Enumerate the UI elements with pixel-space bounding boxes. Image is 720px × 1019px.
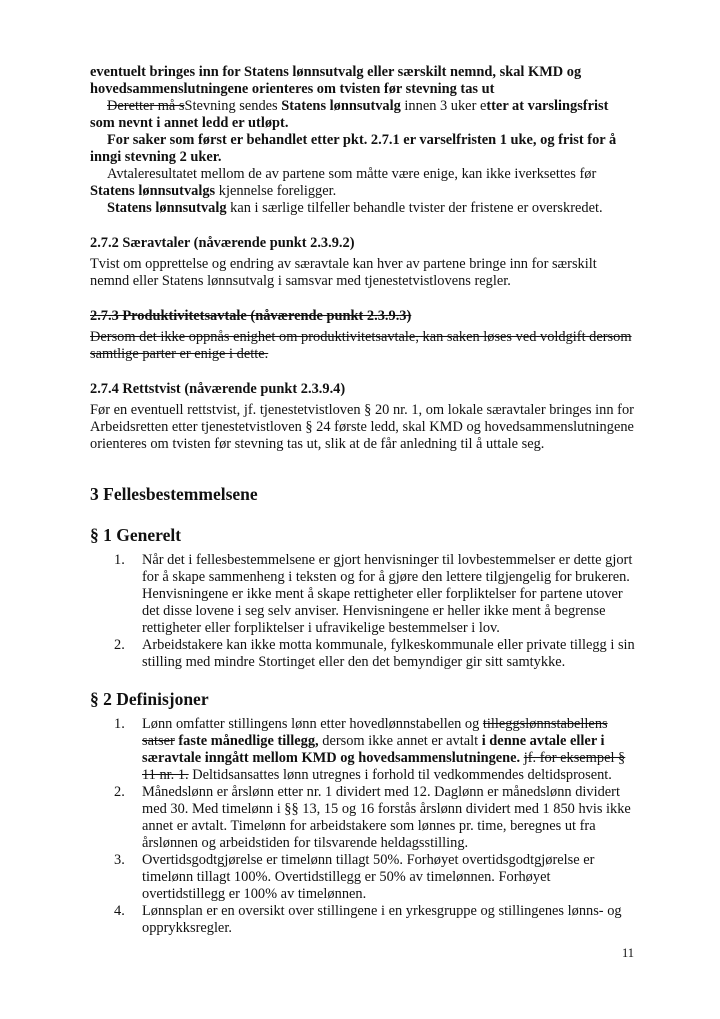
- paragraph-varselfrist: For saker som først er behandlet etter pkt. 2.7.1 er varselfristen 1 uke, og frist for å inngi stevning 2 uker.: [90, 132, 617, 165]
- section-text-2-7-2: Tvist om opprettelse og endring av særavtale kan hver av partene bringe inn for særskilt nemnd eller Statens lønnsutvalg i samsvar med tjenestetvistlovens regler.: [90, 256, 597, 289]
- paragraph-fristoverskridelse: Statens lønnsutvalg kan i særlige tilfeller behandle tvister der fristene er overskredet.: [107, 200, 603, 216]
- section-heading-2-7-3: 2.7.3 Produktivitetsavtale (nåværende punkt 2.3.9.3): [90, 308, 412, 324]
- chapter-heading: 3 Fellesbestemmelsene: [90, 484, 258, 504]
- list-item: 4. Lønnsplan er en oversikt over stillingene i en yrkesgruppe og stillingenes lønns- og opprykksregler.: [114, 903, 622, 936]
- paragraph-continuation: eventuelt bringes inn for Statens lønnsutvalg eller særskilt nemnd, skal KMD og hovedsammenslutningene orienteres om tvisten før stevning tas ut: [90, 64, 582, 97]
- paragraph-heading-2: § 2 Definisjoner: [90, 689, 209, 709]
- paragraph-heading-1: § 1 Generelt: [90, 525, 182, 545]
- page-number: 11: [622, 946, 635, 960]
- section-text-2-7-4: Før en eventuell rettstvist, jf. tjenestetvistloven § 20 nr. 1, om lokale særavtaler bringes inn for Arbeidsretten etter tjenestetvistloven § 24 første ledd, skal KMD og hovedsammenslutningene orienteres om tvisten før stevning tas ut, slik at de får anledning til å uttale seg.: [90, 402, 634, 452]
- list-item: 1. Når det i fellesbestemmelsene er gjort henvisninger til lovbestemmelser er dette gjort for å skape sammenheng i teksten og for å gjøre den lettere tilgjengelig for brukeren. Henvisningene er ikke ment å skape rettigheter eller forpliktelser for partene utover det disse lovene i seg selv anviser. Henvisningene er heller ikke ment å begrense rettigheter eller forpliktelser i ufravikelige bestemmelser i lov.: [114, 552, 633, 636]
- section-heading-2-7-2: 2.7.2 Særavtaler (nåværende punkt 2.3.9.2): [90, 235, 355, 251]
- list-item: 2. Månedslønn er årslønn etter nr. 1 dividert med 12. Daglønn er månedslønn dividert med 30. Med timelønn i §§ 13, 15 og 16 forstås årslønn dividert med 1 850 hvis ikke annet er avtalt. Timelønn for arbeidstakere som lønnes pr. time, beregnes ut fra årslønnen og arbeidstiden for tilsvarende heldagsstilling.: [114, 784, 631, 851]
- section-heading-2-7-4: 2.7.4 Rettstvist (nåværende punkt 2.3.9.4): [90, 381, 346, 397]
- list-definisjoner: [90, 716, 635, 937]
- section-text-2-7-3: Dersom det ikke oppnås enighet om produktivitetsavtale, kan saken løses ved voldgift dersom samtlige parter er enige i dette.: [90, 329, 632, 362]
- list-item: 1. Lønn omfatter stillingens lønn etter hovedlønnstabellen og tilleggslønnstabellens satser faste månedlige tillegg, dersom ikke annet er avtalt i denne avtale eller i særavtale inngått mellom KMD og hovedsammenslutningene. jf. for eksempel § 11 nr. 1. Deltidsansattes lønn utregnes i forhold til vedkommendes deltidsprosent.: [114, 716, 626, 783]
- paragraph-stevning: Deretter må sStevning sendes Statens lønnsutvalg innen 3 uker etter at varslingsfrist som nevnt i annet ledd er utløpt.: [90, 98, 609, 131]
- list-item: 3. Overtidsgodtgjørelse er timelønn tillagt 50%. Forhøyet overtidsgodtgjørelse er timelønn tillagt 100%. Overtidstillegg er 50% av timelønnen. Forhøyet overtidstillegg er 100% av timelønnen.: [114, 852, 595, 902]
- document-page: [90, 64, 635, 937]
- struck-text: Deretter må s: [107, 98, 185, 114]
- list-generelt: [90, 552, 635, 671]
- list-item: 2. Arbeidstakere kan ikke motta kommunale, fylkeskommunale eller private tillegg i sin stilling med mindre Stortinget eller den det bemyndiger gir sitt samtykke.: [114, 637, 635, 670]
- paragraph-avtaleresultat: Avtaleresultatet mellom de av partene som måtte være enige, kan ikke iverksettes før Statens lønnsutvalgs kjennelse foreligger.: [90, 166, 597, 199]
